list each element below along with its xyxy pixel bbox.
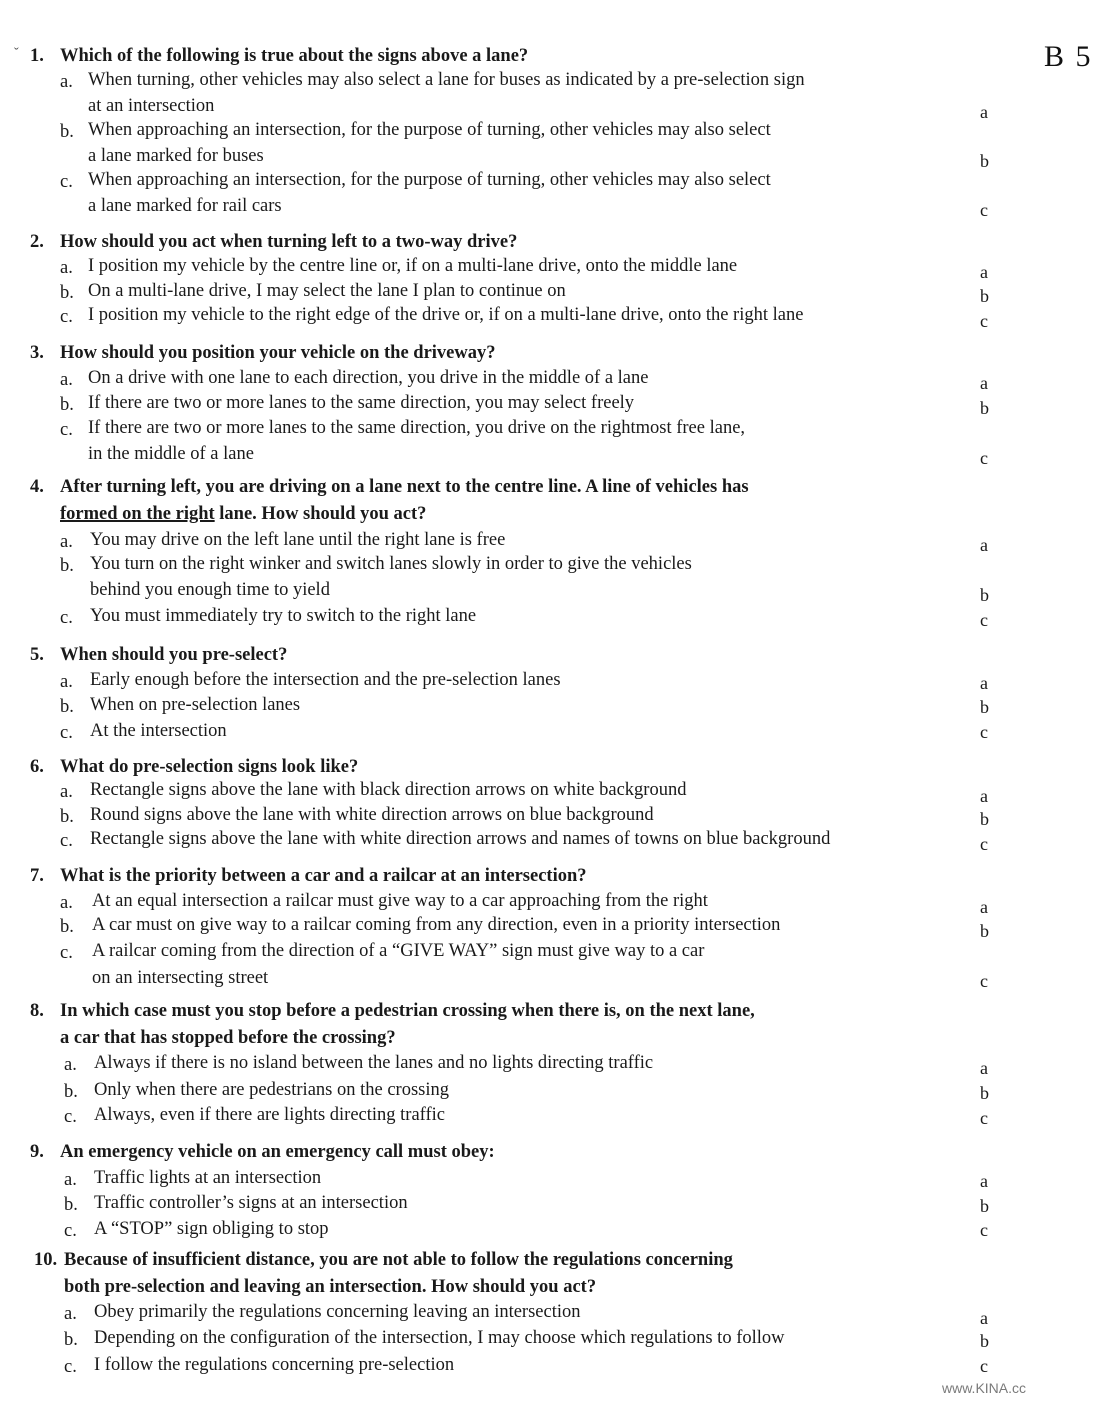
question-number: 5. <box>30 645 44 665</box>
answer-choice-b[interactable]: b <box>980 697 989 717</box>
underlined-phrase: formed on the right <box>60 504 215 524</box>
option-letter: c. <box>60 831 73 851</box>
answer-choice-c[interactable]: c <box>980 610 988 630</box>
option-letter: c. <box>64 1357 77 1377</box>
question-number: 9. <box>30 1142 44 1162</box>
question-text: both pre-selection and leaving an intersection. How should you act? <box>64 1277 597 1297</box>
option-letter: a. <box>60 672 73 692</box>
option-text: If there are two or more lanes to the same direction, you may select freely <box>88 393 635 413</box>
question-number: 1. <box>30 46 44 66</box>
answer-choice-a[interactable]: a <box>980 535 988 555</box>
option-text: If there are two or more lanes to the same direction, you drive on the rightmost free lane, <box>88 418 746 438</box>
question-number: 7. <box>30 866 44 886</box>
question-text: How should you act when turning left to a two-way drive? <box>60 232 518 252</box>
option-letter: b. <box>60 122 74 142</box>
question-number: 6. <box>30 757 44 777</box>
option-text: I position my vehicle to the right edge of the drive or, if on a multi-lane drive, onto the right lane <box>88 305 804 325</box>
option-text: Rectangle signs above the lane with black direction arrows on white background <box>90 780 687 800</box>
answer-choice-c[interactable]: c <box>980 971 988 991</box>
option-text: At the intersection <box>90 721 227 741</box>
answer-choice-a[interactable]: a <box>980 373 988 393</box>
answer-choice-c[interactable]: c <box>980 722 988 742</box>
option-letter: a. <box>60 370 73 390</box>
answer-choice-a[interactable]: a <box>980 673 988 693</box>
option-text: On a drive with one lane to each direction, you drive in the middle of a lane <box>88 368 649 388</box>
option-text: Obey primarily the regulations concerning leaving an intersection <box>94 1302 581 1322</box>
answer-choice-a[interactable]: a <box>980 102 988 122</box>
option-text: a lane marked for buses <box>88 146 264 166</box>
option-text: You must immediately try to switch to the right lane <box>90 606 477 626</box>
option-text: You turn on the right winker and switch lanes slowly in order to give the vehicles <box>90 554 692 574</box>
option-letter: c. <box>60 172 73 192</box>
answer-choice-a[interactable]: a <box>980 1308 988 1328</box>
question-text: After turning left, you are driving on a lane next to the centre line. A line of vehicles has <box>60 477 749 497</box>
option-letter: a. <box>60 72 73 92</box>
option-letter: c. <box>60 307 73 327</box>
answer-choice-c[interactable]: c <box>980 1356 988 1376</box>
option-text: behind you enough time to yield <box>90 580 330 600</box>
option-text: On a multi-lane drive, I may select the lane I plan to continue on <box>88 281 566 301</box>
set-id: B 5 <box>1044 40 1093 73</box>
option-text: on an intersecting street <box>92 968 269 988</box>
answer-choice-b[interactable]: b <box>980 1196 989 1216</box>
question-text: What do pre-selection signs look like? <box>60 757 359 777</box>
answer-choice-c[interactable]: c <box>980 311 988 331</box>
answer-choice-b[interactable]: b <box>980 1331 989 1351</box>
option-text: Round signs above the lane with white direction arrows on blue background <box>90 805 654 825</box>
option-letter: c. <box>60 723 73 743</box>
option-letter: a. <box>60 258 73 278</box>
option-text: Rectangle signs above the lane with white direction arrows and names of towns on blue background <box>90 829 831 849</box>
option-text: Always if there is no island between the lanes and no lights directing traffic <box>94 1053 654 1073</box>
answer-choice-a[interactable]: a <box>980 786 988 806</box>
question-number: 4. <box>30 477 44 497</box>
question-text: a car that has stopped before the crossing? <box>60 1028 396 1048</box>
question-number: 10. <box>34 1250 58 1270</box>
question-number: 3. <box>30 343 44 363</box>
option-text: I follow the regulations concerning pre-selection <box>94 1355 455 1375</box>
option-letter: b. <box>60 556 74 576</box>
question-text: An emergency vehicle on an emergency call must obey: <box>60 1142 495 1162</box>
answer-choice-a[interactable]: a <box>980 262 988 282</box>
question-number: 2. <box>30 232 44 252</box>
option-text: Traffic controller’s signs at an intersection <box>94 1193 408 1213</box>
answer-choice-b[interactable]: b <box>980 585 989 605</box>
option-letter: b. <box>60 807 74 827</box>
option-letter: c. <box>60 608 73 628</box>
question-text: When should you pre-select? <box>60 645 288 665</box>
option-text: When approaching an intersection, for the purpose of turning, other vehicles may also select <box>88 170 771 190</box>
question-text: formed on the right lane. How should you act? <box>60 504 427 524</box>
option-text: A “STOP” sign obliging to stop <box>94 1219 329 1239</box>
option-letter: a. <box>60 893 73 913</box>
answer-choice-b[interactable]: b <box>980 151 989 171</box>
answer-choice-b[interactable]: b <box>980 921 989 941</box>
answer-choice-b[interactable]: b <box>980 286 989 306</box>
option-letter: a. <box>64 1170 77 1190</box>
option-letter: b. <box>60 697 74 717</box>
question-text: How should you position your vehicle on the driveway? <box>60 343 496 363</box>
option-text: At an equal intersection a railcar must give way to a car approaching from the right <box>92 891 708 911</box>
option-text: a lane marked for rail cars <box>88 196 282 216</box>
answer-choice-a[interactable]: a <box>980 1171 988 1191</box>
option-text: When on pre-selection lanes <box>90 695 301 715</box>
answer-choice-c[interactable]: c <box>980 834 988 854</box>
option-letter: b. <box>60 395 74 415</box>
option-letter: b. <box>64 1195 78 1215</box>
option-letter: a. <box>60 532 73 552</box>
option-letter: b. <box>60 917 74 937</box>
option-text: A car must on give way to a railcar coming from any direction, even in a priority intersection <box>92 915 781 935</box>
answer-choice-a[interactable]: a <box>980 897 988 917</box>
option-letter: a. <box>64 1304 77 1324</box>
option-text: You may drive on the left lane until the right lane is free <box>90 530 506 550</box>
option-text: in the middle of a lane <box>88 444 254 464</box>
answer-choice-b[interactable]: b <box>980 809 989 829</box>
option-letter: a. <box>64 1055 77 1075</box>
answer-choice-c[interactable]: c <box>980 200 988 220</box>
answer-choice-c[interactable]: c <box>980 448 988 468</box>
option-letter: a. <box>60 782 73 802</box>
option-text: Early enough before the intersection and the pre-selection lanes <box>90 670 561 690</box>
option-text: Traffic lights at an intersection <box>94 1168 322 1188</box>
option-text: When approaching an intersection, for the purpose of turning, other vehicles may also select <box>88 120 771 140</box>
option-text: Depending on the configuration of the intersection, I may choose which regulations to follow <box>94 1328 785 1348</box>
answer-choice-a[interactable]: a <box>980 1058 988 1078</box>
option-letter: b. <box>64 1330 78 1350</box>
option-letter: b. <box>64 1082 78 1102</box>
option-text: at an intersection <box>88 96 215 116</box>
option-letter: c. <box>60 420 73 440</box>
question-text: Because of insufficient distance, you are not able to follow the regulations concerning <box>64 1250 733 1270</box>
check-mark: ˇ <box>14 46 19 61</box>
option-letter: b. <box>60 283 74 303</box>
option-letter: c. <box>60 943 73 963</box>
option-text: Always, even if there are lights directing traffic <box>94 1105 446 1125</box>
option-text: When turning, other vehicles may also select a lane for buses as indicated by a pre-selection sign <box>88 70 805 90</box>
question-number: 8. <box>30 1001 44 1021</box>
option-letter: c. <box>64 1107 77 1127</box>
watermark: www.KINA.cc <box>942 1380 1027 1396</box>
answer-choice-b[interactable]: b <box>980 1083 989 1103</box>
answer-choice-c[interactable]: c <box>980 1108 988 1128</box>
question-text: In which case must you stop before a pedestrian crossing when there is, on the next lane, <box>60 1001 755 1021</box>
question-text: What is the priority between a car and a railcar at an intersection? <box>60 866 587 886</box>
option-text: I position my vehicle by the centre line or, if on a multi-lane drive, onto the middle lane <box>88 256 738 276</box>
question-text: Which of the following is true about the signs above a lane? <box>60 46 529 66</box>
option-text: Only when there are pedestrians on the crossing <box>94 1080 449 1100</box>
answer-choice-c[interactable]: c <box>980 1220 988 1240</box>
answer-choice-b[interactable]: b <box>980 398 989 418</box>
option-letter: c. <box>64 1221 77 1241</box>
option-text: A railcar coming from the direction of a “GIVE WAY” sign must give way to a car <box>92 941 705 961</box>
